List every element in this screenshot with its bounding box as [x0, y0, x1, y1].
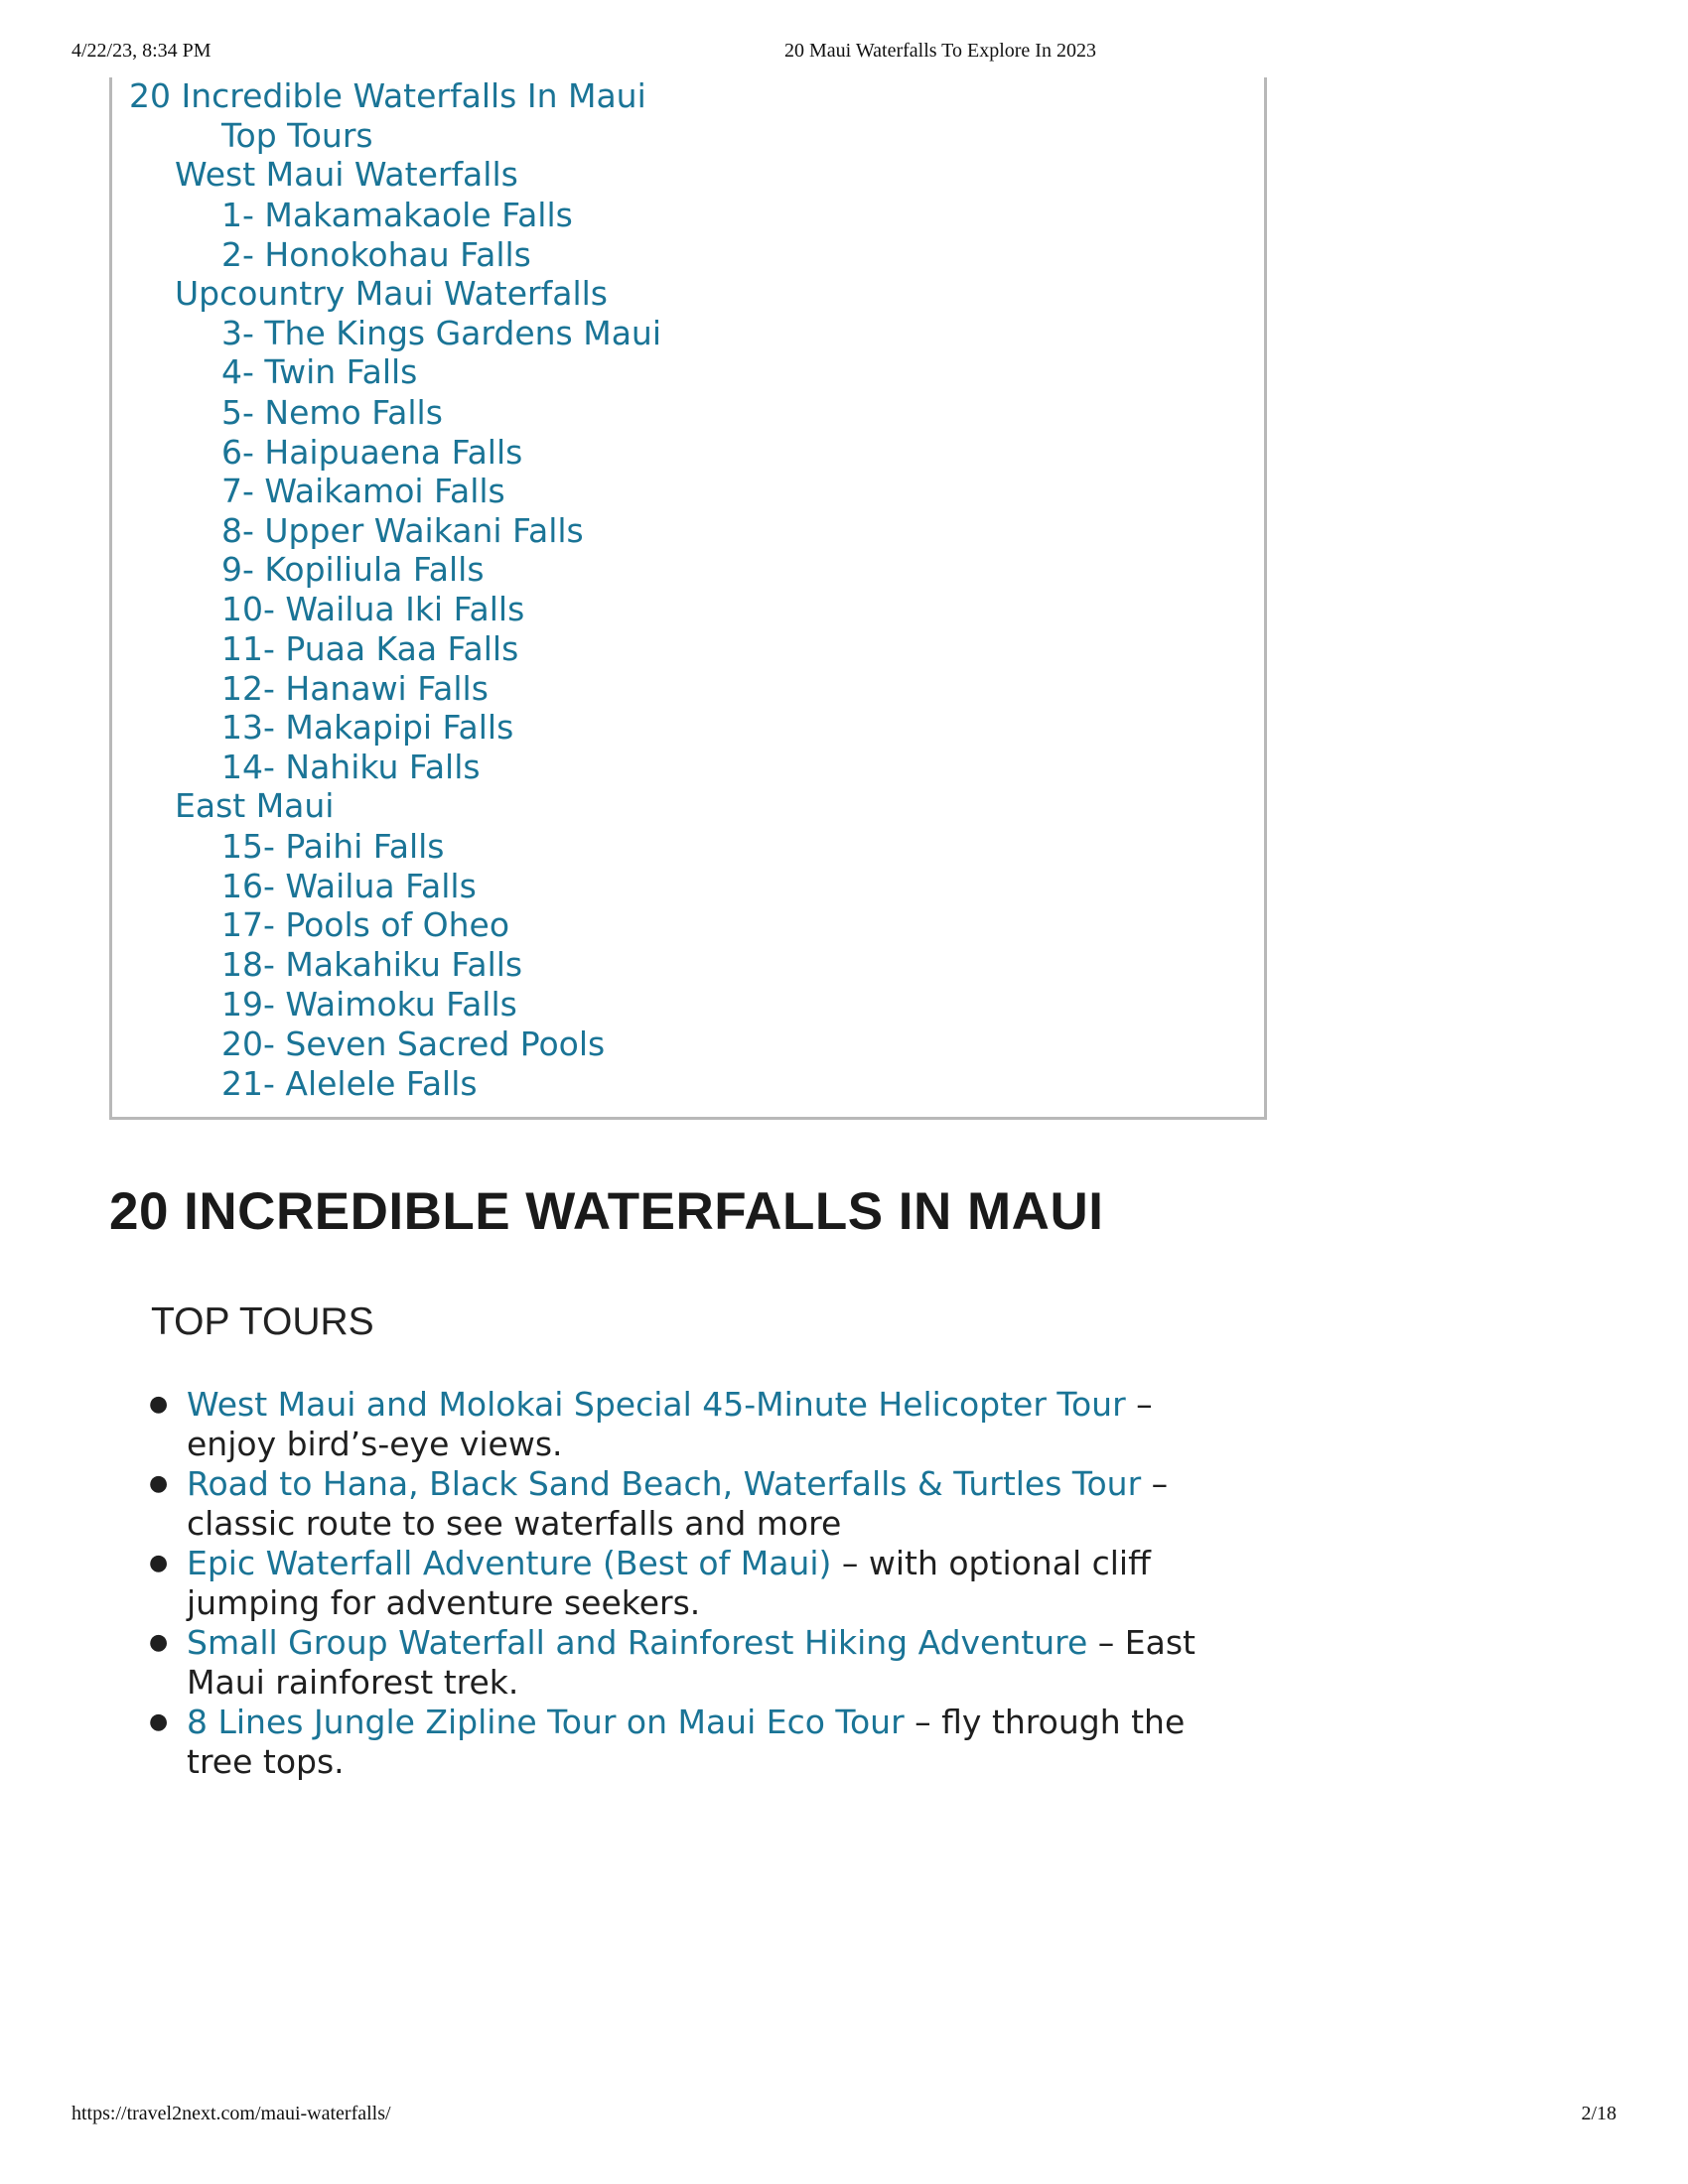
tour-description: –	[1125, 1385, 1153, 1424]
bullet-icon: ●	[149, 1630, 169, 1655]
toc-link-13[interactable]: 13- Makapipi Falls	[221, 708, 514, 747]
toc-link-7[interactable]: 7- Waikamoi Falls	[221, 472, 505, 510]
toc-link-16[interactable]: 16- Wailua Falls	[221, 867, 477, 905]
toc-link-12[interactable]: 12- Hanawi Falls	[221, 669, 489, 708]
toc-link-11[interactable]: 11- Puaa Kaa Falls	[221, 629, 519, 668]
page-number: 2/18	[1581, 2103, 1617, 2124]
tour-description: classic route to see waterfalls and more	[187, 1504, 842, 1543]
toc-link-10[interactable]: 10- Wailua Iki Falls	[221, 590, 525, 628]
list-item	[129, 1703, 1251, 1782]
section-heading: 20 INCREDIBLE WATERFALLS IN MAUI	[109, 1182, 1104, 1241]
toc-link-5[interactable]: 5- Nemo Falls	[221, 393, 443, 432]
toc-link-incredible-waterfalls[interactable]: 20 Incredible Waterfalls In Maui	[129, 76, 646, 115]
bullet-icon: ●	[149, 1709, 169, 1734]
toc-link-west-maui[interactable]: West Maui Waterfalls	[175, 155, 518, 194]
list-item	[129, 1464, 1251, 1544]
toc-link-18[interactable]: 18- Makahiku Falls	[221, 945, 523, 984]
toc-link-20[interactable]: 20- Seven Sacred Pools	[221, 1024, 606, 1063]
toc-link-14[interactable]: 14- Nahiku Falls	[221, 748, 481, 786]
toc-link-21[interactable]: 21- Alelele Falls	[221, 1064, 478, 1103]
toc-link-1[interactable]: 1- Makamakaole Falls	[221, 196, 573, 234]
bullet-icon: ●	[149, 1551, 169, 1575]
tour-link[interactable]: Road to Hana, Black Sand Beach, Waterfalls & Turtles Tour	[187, 1464, 1142, 1503]
toc-link-9[interactable]: 9- Kopiliula Falls	[221, 550, 485, 589]
print-footer	[71, 2103, 1617, 2132]
toc-link-6[interactable]: 6- Haipuaena Falls	[221, 433, 523, 472]
list-item	[129, 1385, 1251, 1464]
print-url: https://travel2next.com/maui-waterfalls/	[71, 2103, 391, 2124]
tour-link[interactable]: Epic Waterfall Adventure (Best of Maui)	[187, 1544, 832, 1582]
tour-link[interactable]: West Maui and Molokai Special 45-Minute Helicopter Tour	[187, 1385, 1126, 1424]
tour-description: jumping for adventure seekers.	[187, 1583, 701, 1622]
tour-description: – East	[1087, 1623, 1196, 1662]
bullet-icon: ●	[149, 1392, 169, 1417]
tour-description: Maui rainforest trek.	[187, 1663, 519, 1702]
tour-description: enjoy bird’s-eye views.	[187, 1425, 563, 1463]
toc-link-8[interactable]: 8- Upper Waikani Falls	[221, 511, 584, 550]
tour-link[interactable]: 8 Lines Jungle Zipline Tour on Maui Eco Tour	[187, 1703, 905, 1741]
toc-link-top-tours[interactable]: Top Tours	[221, 116, 373, 155]
tour-description: – fly through the	[904, 1703, 1186, 1741]
print-date: 4/22/23, 8:34 PM	[71, 40, 211, 62]
toc-link-4[interactable]: 4- Twin Falls	[221, 352, 418, 391]
tour-description: –	[1141, 1464, 1169, 1503]
toc-link-east-maui[interactable]: East Maui	[175, 786, 335, 825]
toc-link-upcountry-maui[interactable]: Upcountry Maui Waterfalls	[175, 274, 608, 313]
print-header	[71, 40, 1617, 69]
toc-link-19[interactable]: 19- Waimoku Falls	[221, 985, 517, 1024]
tour-description: tree tops.	[187, 1742, 345, 1781]
toc-link-17[interactable]: 17- Pools of Oheo	[221, 905, 510, 944]
bullet-icon: ●	[149, 1471, 169, 1496]
print-page-title: 20 Maui Waterfalls To Explore In 2023	[784, 40, 1096, 62]
list-item	[129, 1544, 1251, 1623]
toc-link-3[interactable]: 3- The Kings Gardens Maui	[221, 314, 662, 352]
toc-link-2[interactable]: 2- Honokohau Falls	[221, 235, 531, 274]
toc-link-15[interactable]: 15- Paihi Falls	[221, 827, 445, 866]
tour-list	[129, 1385, 1251, 1782]
list-item	[129, 1623, 1251, 1703]
tour-link[interactable]: Small Group Waterfall and Rainforest Hiking Adventure	[187, 1623, 1088, 1662]
top-tours-heading: TOP TOURS	[151, 1300, 374, 1343]
tour-description: – with optional cliff	[831, 1544, 1151, 1582]
